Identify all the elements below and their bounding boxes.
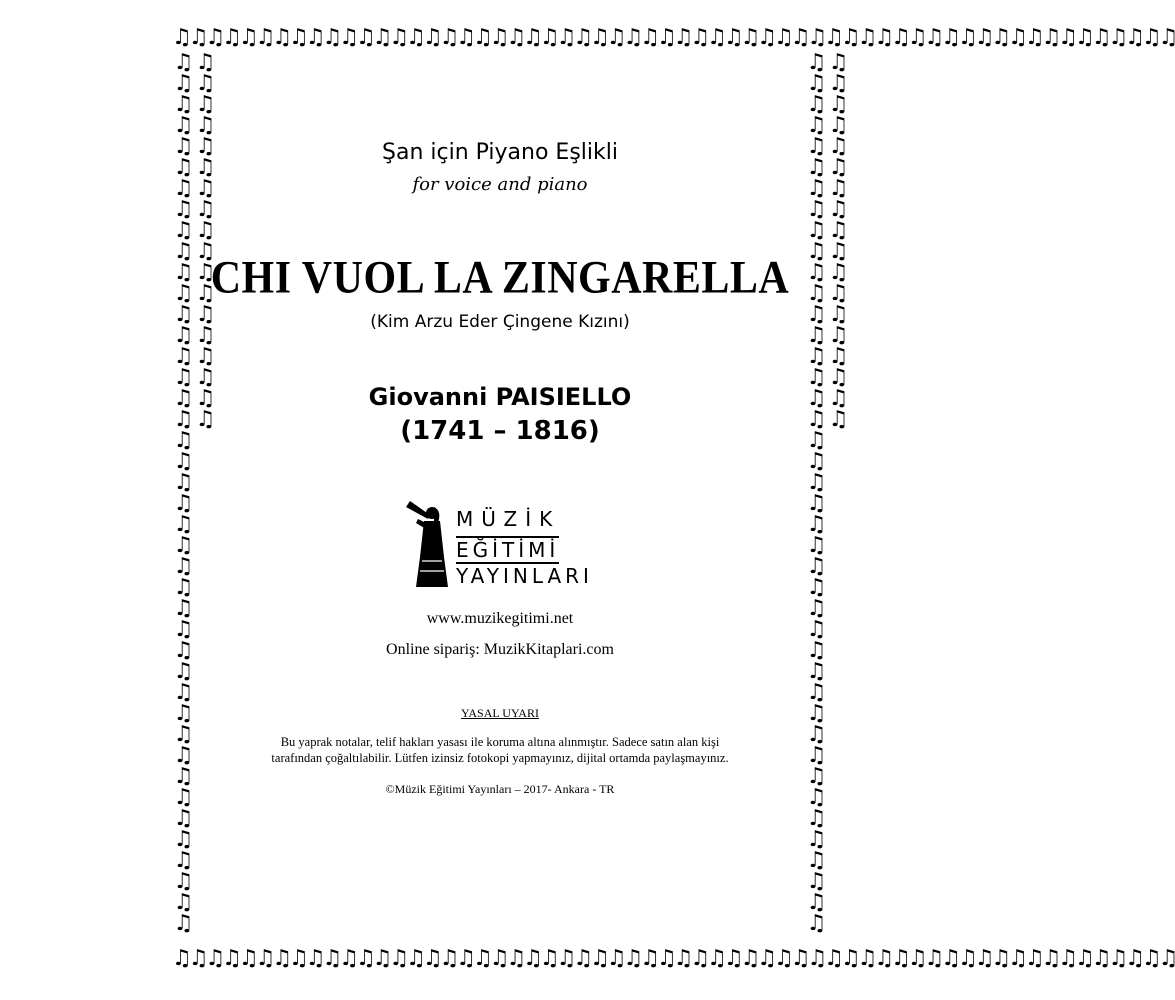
website-link[interactable]: www.muzikegitimi.net	[426, 610, 574, 627]
composer-dates: (1741 – 1816)	[400, 416, 600, 446]
publisher-logo	[404, 497, 604, 592]
border-top-music-notes: ♫♫♫♫♫♫♫♫♫♫♫♫♫♫♫♫♫♫♫♫♫♫♫♫♫♫♫♫♫♫♫♫♫♫♫♫♫♫♫♫♫♫♫♫♫♫♫♫♫♫♫♫♫♫♫♫♫♫♫♫	[172, 25, 1175, 50]
subtitle-turkish: Şan için Piyano Eşlikli	[382, 140, 618, 165]
composer-name: Giovanni PAISIELLO	[368, 383, 632, 411]
logo-line-3: YAYINLARI	[456, 564, 593, 588]
title-translation: (Kim Arzu Eder Çingene Kızını)	[370, 312, 630, 332]
copyright-text: ©Müzik Eğitimi Yayınları – 2017- Ankara - TR	[385, 782, 615, 796]
logo-line-1: MÜZİK	[456, 507, 561, 531]
legal-notice-line-2: tarafından çoğaltılabilir. Lütfen izinsiz fotokopi yapmayınız, dijital ortamda paylaşmayınız.	[271, 751, 729, 765]
border-bottom-music-notes: ♫♫♫♫♫♫♫♫♫♫♫♫♫♫♫♫♫♫♫♫♫♫♫♫♫♫♫♫♫♫♫♫♫♫♫♫♫♫♫♫♫♫♫♫♫♫♫♫♫♫♫♫♫♫♫♫♫♫♫♫	[172, 946, 1175, 971]
online-order-text: Online sipariş: MuzikKitaplari.com	[386, 641, 614, 658]
border-right-music-notes: ♫♫♫♫♫♫♫♫♫♫♫♫♫♫♫♫♫♫♫♫♫♫♫♫♫♫♫♫♫♫♫♫♫♫♫♫♫♫♫♫♫♫♫♫♫♫♫♫♫♫♫♫♫♫♫♫♫♫♫♫	[804, 50, 851, 932]
legal-notice	[200, 734, 800, 766]
page-title: CHI VUOL LA ZINGARELLA	[210, 252, 790, 304]
subtitle-english: for voice and piano	[412, 174, 588, 195]
legal-notice-line-1: Bu yaprak notalar, telif hakları yasası ile koruma altına alınmıştır. Sadece satın alan kişi	[280, 735, 720, 749]
border-left-music-notes: ♫♫♫♫♫♫♫♫♫♫♫♫♫♫♫♫♫♫♫♫♫♫♫♫♫♫♫♫♫♫♫♫♫♫♫♫♫♫♫♫♫♫♫♫♫♫♫♫♫♫♫♫♫♫♫♫♫♫♫♫	[171, 50, 218, 932]
horn-player-figure-icon	[404, 497, 452, 589]
logo-line-2: EĞİTİMİ	[456, 538, 560, 562]
legal-heading: YASAL UYARI	[461, 706, 539, 720]
